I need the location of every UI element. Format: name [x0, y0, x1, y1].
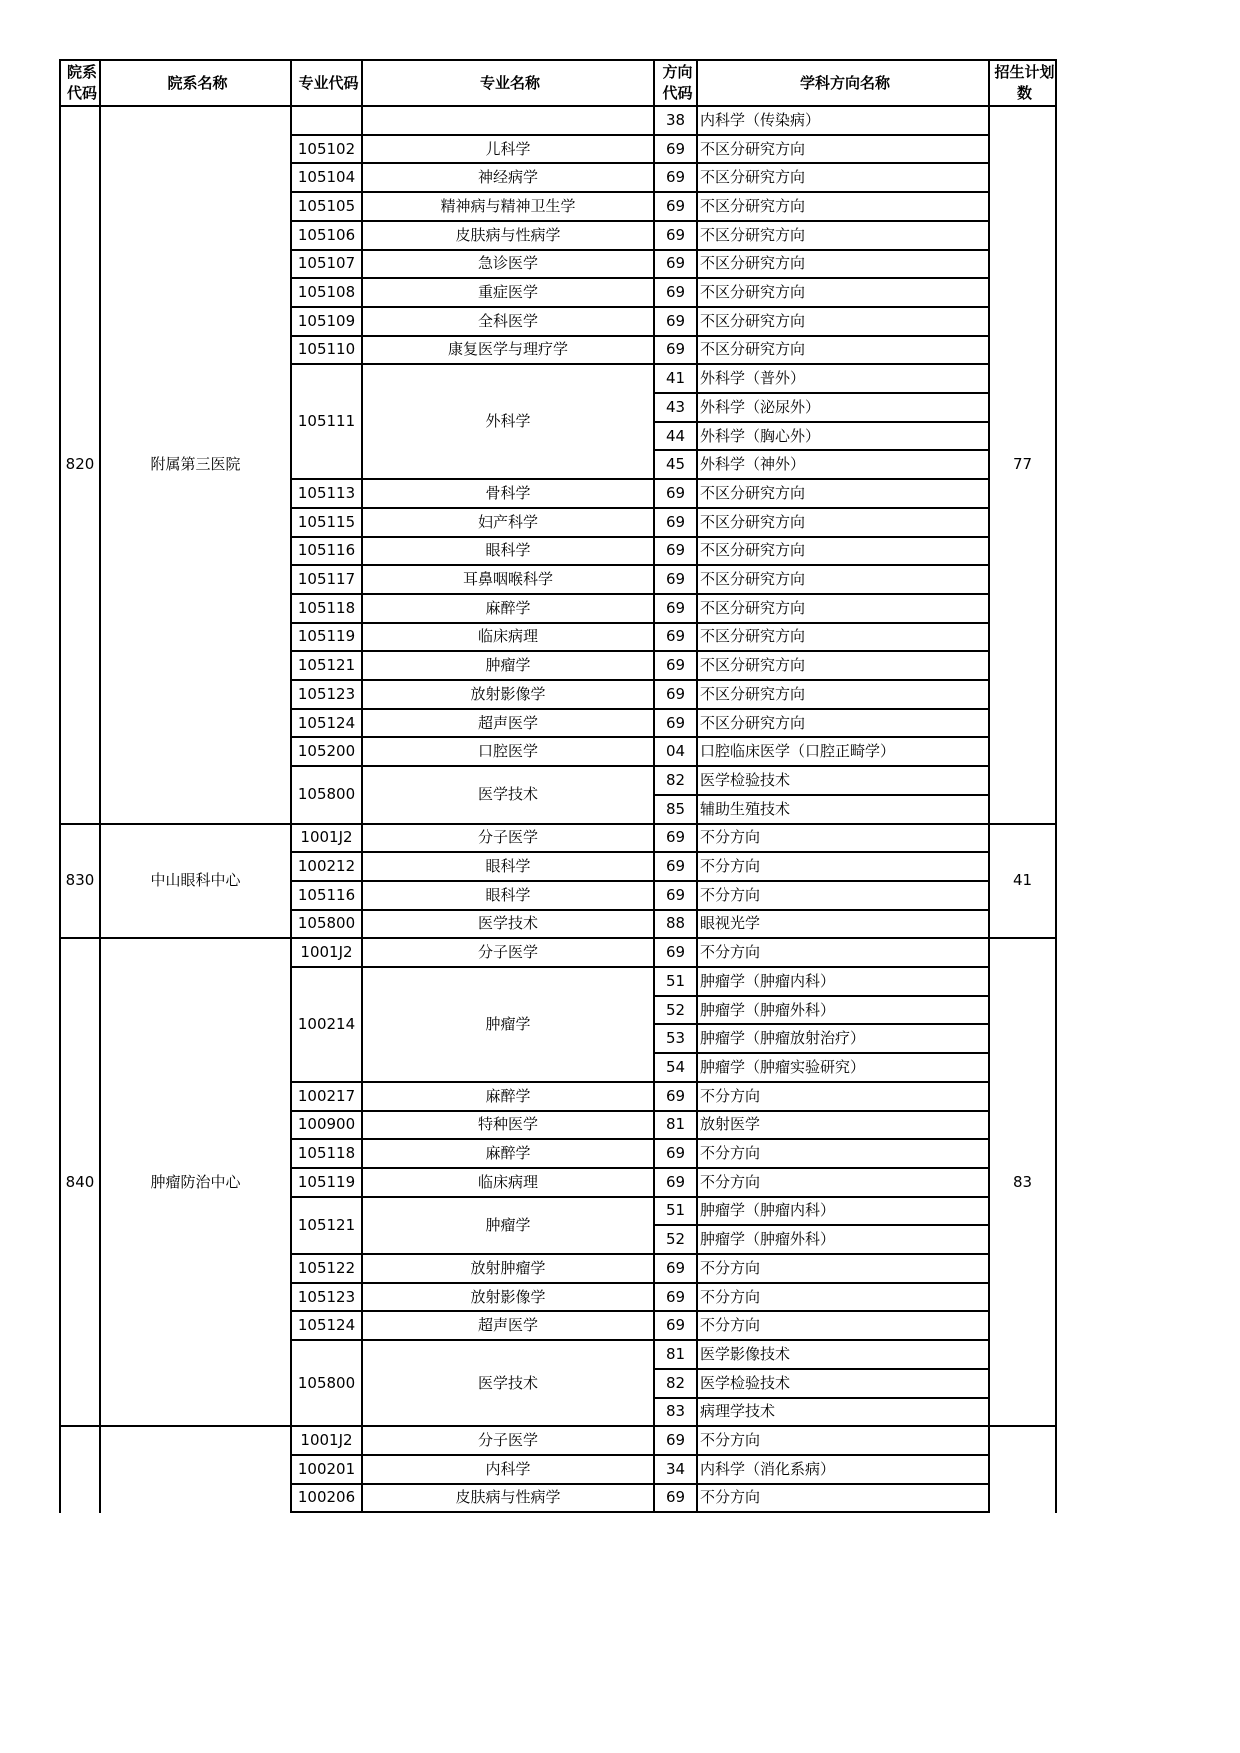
major-name-cell: 放射影像学 [470, 684, 546, 703]
dept-code-cell: 840 [65, 1172, 95, 1191]
header-major-name: 专业名称 [479, 73, 540, 92]
grid-line [59, 937, 61, 1427]
dir-name-cell: 不区分研究方向 [700, 225, 806, 244]
dir-code-cell: 69 [665, 512, 686, 531]
dir-name-cell: 医学影像技术 [700, 1344, 791, 1363]
grid-line [361, 105, 363, 825]
major-code-cell: 100206 [297, 1488, 356, 1507]
dir-name-cell: 外科学（普外） [700, 369, 806, 388]
major-name-cell: 特种医学 [477, 1115, 538, 1134]
dir-name-cell: 不分方向 [700, 1144, 761, 1163]
grid-line [99, 1425, 101, 1513]
major-code-cell: 105800 [297, 785, 356, 804]
dir-name-cell: 不区分研究方向 [700, 512, 806, 531]
major-code-cell [292, 107, 361, 134]
dir-name-cell: 不分方向 [700, 828, 761, 847]
major-name-cell: 麻醉学 [485, 598, 531, 617]
major-name-cell: 肿瘤学 [485, 656, 531, 675]
dir-name-cell: 不区分研究方向 [700, 713, 806, 732]
dept-name-cell: 附属第三医院 [150, 455, 241, 474]
major-code-cell: 105102 [297, 139, 356, 158]
dir-name-cell: 外科学（胸心外） [700, 426, 821, 445]
major-code-cell: 105116 [297, 541, 356, 560]
grid-line [696, 937, 698, 1427]
major-name-cell: 麻醉学 [485, 1144, 531, 1163]
grid-line [1055, 1425, 1057, 1513]
major-name-cell: 眼科学 [485, 541, 531, 560]
grid-line [988, 59, 990, 107]
grid-line [59, 1425, 61, 1513]
major-name-cell: 麻醉学 [485, 1086, 531, 1105]
dir-code-cell: 52 [665, 1000, 686, 1019]
quota-cell: 83 [1012, 1172, 1033, 1191]
enrollment-table [59, 59, 1182, 1699]
major-name-cell: 医学技术 [477, 1373, 538, 1392]
dir-code-cell: 34 [665, 1459, 686, 1478]
grid-line [59, 59, 61, 107]
major-name-cell: 分子医学 [477, 828, 538, 847]
grid-line [988, 1425, 990, 1513]
grid-line [1055, 105, 1057, 825]
dir-code-cell: 69 [665, 570, 686, 589]
major-name-cell: 皮肤病与性病学 [455, 1488, 561, 1507]
dir-name-cell: 不分方向 [700, 1287, 761, 1306]
header-dir-name: 学科方向名称 [799, 73, 890, 92]
dir-code-cell: 69 [665, 1488, 686, 1507]
dir-name-cell: 医学检验技术 [700, 1373, 791, 1392]
major-name-cell: 口腔医学 [477, 742, 538, 761]
dir-name-cell: 肿瘤学（肿瘤实验研究） [700, 1057, 866, 1076]
grid-line [99, 105, 101, 825]
dir-name-cell: 不分方向 [700, 885, 761, 904]
grid-line [59, 823, 61, 940]
dir-code-cell: 69 [665, 196, 686, 215]
major-code-cell: 1001J2 [300, 943, 353, 962]
grid-line [696, 823, 698, 940]
major-code-cell: 105111 [297, 412, 356, 431]
major-name-cell: 超声医学 [477, 1316, 538, 1335]
major-code-cell: 105200 [297, 742, 356, 761]
major-code-cell: 105121 [297, 656, 356, 675]
dir-code-cell: 69 [665, 684, 686, 703]
dir-code-cell: 83 [665, 1402, 686, 1421]
dir-name-cell: 肿瘤学（肿瘤放射治疗） [700, 1029, 866, 1048]
grid-line [361, 59, 363, 107]
major-code-cell: 105800 [297, 914, 356, 933]
grid-line [290, 59, 292, 107]
grid-line [696, 105, 698, 825]
major-code-cell: 105124 [297, 713, 356, 732]
dir-name-cell: 不区分研究方向 [700, 570, 806, 589]
major-name-cell: 临床病理 [477, 627, 538, 646]
dept-code-cell: 820 [65, 455, 95, 474]
grid-line [988, 105, 990, 825]
grid-line [290, 1425, 292, 1513]
dir-name-cell: 不区分研究方向 [700, 311, 806, 330]
dir-name-cell: 不分方向 [700, 1258, 761, 1277]
dir-name-cell: 眼视光学 [700, 914, 761, 933]
dir-name-cell: 不区分研究方向 [700, 168, 806, 187]
dept-name-cell: 中山眼科中心 [150, 871, 241, 890]
header-dept-code: 院系代码 [66, 63, 97, 102]
dir-name-cell: 不区分研究方向 [700, 627, 806, 646]
grid-line [361, 937, 363, 1427]
grid-line [361, 823, 363, 940]
major-name-cell: 皮肤病与性病学 [455, 225, 561, 244]
major-code-cell: 105107 [297, 254, 356, 273]
major-code-cell: 105113 [297, 483, 356, 502]
major-name-cell: 妇产科学 [477, 512, 538, 531]
dir-code-cell: 69 [665, 627, 686, 646]
dir-name-cell: 不分方向 [700, 1086, 761, 1105]
grid-line [290, 823, 292, 940]
grid-line [988, 937, 990, 1427]
major-code-cell: 100214 [297, 1014, 356, 1033]
grid-line [653, 105, 655, 825]
major-code-cell: 105104 [297, 168, 356, 187]
major-name-cell: 医学技术 [477, 785, 538, 804]
dir-name-cell: 不区分研究方向 [700, 598, 806, 617]
dir-name-cell: 不分方向 [700, 1172, 761, 1191]
major-name-cell: 耳鼻咽喉科学 [462, 570, 553, 589]
grid-line [653, 59, 655, 107]
grid-line [99, 937, 101, 1427]
dir-name-cell: 外科学（神外） [700, 455, 806, 474]
major-code-cell: 100217 [297, 1086, 356, 1105]
major-code-cell: 105108 [297, 283, 356, 302]
major-name-cell: 内科学 [485, 1459, 531, 1478]
major-name-cell: 放射肿瘤学 [470, 1258, 546, 1277]
header-quota: 招生计划数 [994, 63, 1055, 102]
major-code-cell: 105110 [297, 340, 356, 359]
quota-cell [990, 1427, 1055, 1511]
major-code-cell: 105115 [297, 512, 356, 531]
dir-code-cell: 54 [665, 1057, 686, 1076]
major-name-cell: 康复医学与理疗学 [447, 340, 568, 359]
dir-code-cell: 69 [665, 598, 686, 617]
dir-name-cell: 不区分研究方向 [700, 656, 806, 675]
dept-code-cell: 830 [65, 871, 95, 890]
grid-line [99, 59, 101, 107]
dir-code-cell: 81 [665, 1115, 686, 1134]
dir-code-cell: 69 [665, 943, 686, 962]
grid-line [988, 823, 990, 940]
header-dir-code: 方向代码 [662, 63, 693, 102]
dir-code-cell: 52 [665, 1230, 686, 1249]
major-name-cell: 神经病学 [477, 168, 538, 187]
grid-line [653, 937, 655, 1427]
grid-line [1055, 937, 1057, 1427]
major-code-cell: 105800 [297, 1373, 356, 1392]
major-name-cell: 分子医学 [477, 1431, 538, 1450]
major-name-cell: 骨科学 [485, 483, 531, 502]
major-code-cell: 100201 [297, 1459, 356, 1478]
dept-name-cell: 肿瘤防治中心 [150, 1172, 241, 1191]
grid-line [1055, 823, 1057, 940]
dir-code-cell: 43 [665, 397, 686, 416]
major-name-cell: 全科医学 [477, 311, 538, 330]
dir-code-cell: 38 [665, 110, 686, 129]
dir-name-cell: 不区分研究方向 [700, 483, 806, 502]
dir-code-cell: 44 [665, 426, 686, 445]
dir-name-cell: 内科学（消化系病） [700, 1459, 836, 1478]
dir-name-cell: 不区分研究方向 [700, 196, 806, 215]
major-code-cell: 105122 [297, 1258, 356, 1277]
dir-code-cell: 69 [665, 139, 686, 158]
major-name-cell: 儿科学 [485, 139, 531, 158]
grid-line [361, 1425, 363, 1513]
dir-code-cell: 82 [665, 770, 686, 789]
dir-code-cell: 69 [665, 713, 686, 732]
major-name-cell: 肿瘤学 [485, 1014, 531, 1033]
major-code-cell: 100212 [297, 857, 356, 876]
major-name-cell: 精神病与精神卫生学 [440, 196, 576, 215]
grid-line [653, 1425, 655, 1513]
major-code-cell: 105121 [297, 1215, 356, 1234]
major-code-cell: 105118 [297, 598, 356, 617]
dir-name-cell: 医学检验技术 [700, 770, 791, 789]
dir-code-cell: 81 [665, 1344, 686, 1363]
grid-line [1055, 59, 1057, 107]
quota-cell: 77 [1012, 455, 1033, 474]
major-code-cell: 105124 [297, 1316, 356, 1335]
dir-name-cell: 不区分研究方向 [700, 139, 806, 158]
dept-name-cell [101, 1427, 290, 1511]
dir-code-cell: 41 [665, 369, 686, 388]
major-code-cell: 105123 [297, 1287, 356, 1306]
dir-name-cell: 不区分研究方向 [700, 541, 806, 560]
major-name-cell: 放射影像学 [470, 1287, 546, 1306]
major-name-cell: 眼科学 [485, 885, 531, 904]
grid-line [290, 105, 292, 825]
dir-code-cell: 69 [665, 885, 686, 904]
dir-name-cell: 肿瘤学（肿瘤外科） [700, 1230, 836, 1249]
dir-code-cell: 69 [665, 483, 686, 502]
major-name-cell: 临床病理 [477, 1172, 538, 1191]
grid-line [696, 59, 698, 107]
major-code-cell: 105117 [297, 570, 356, 589]
dir-name-cell: 口腔临床医学（口腔正畸学） [700, 742, 896, 761]
dir-name-cell: 内科学（传染病） [700, 110, 821, 129]
major-name-cell: 外科学 [485, 412, 531, 431]
dir-name-cell: 不分方向 [700, 943, 761, 962]
dir-code-cell: 51 [665, 971, 686, 990]
dir-code-cell: 85 [665, 799, 686, 818]
dir-code-cell: 45 [665, 455, 686, 474]
dir-name-cell: 不分方向 [700, 1431, 761, 1450]
major-code-cell: 105118 [297, 1144, 356, 1163]
major-name-cell: 急诊医学 [477, 254, 538, 273]
grid-line [696, 1425, 698, 1513]
major-name-cell [363, 107, 653, 134]
major-name-cell: 重症医学 [477, 283, 538, 302]
grid-line [290, 1511, 990, 1513]
dir-code-cell: 69 [665, 1086, 686, 1105]
header-major-code: 专业代码 [298, 73, 359, 92]
dir-code-cell: 69 [665, 541, 686, 560]
major-code-cell: 100900 [297, 1115, 356, 1134]
dir-code-cell: 82 [665, 1373, 686, 1392]
dir-name-cell: 辅助生殖技术 [700, 799, 791, 818]
dir-code-cell: 69 [665, 1287, 686, 1306]
dir-code-cell: 69 [665, 828, 686, 847]
dir-name-cell: 病理学技术 [700, 1402, 776, 1421]
dir-code-cell: 69 [665, 1258, 686, 1277]
dir-code-cell: 69 [665, 168, 686, 187]
dir-name-cell: 不区分研究方向 [700, 254, 806, 273]
dir-name-cell: 不区分研究方向 [700, 283, 806, 302]
header-dept-name: 院系名称 [167, 73, 228, 92]
dir-code-cell: 69 [665, 225, 686, 244]
dir-name-cell: 肿瘤学（肿瘤内科） [700, 1201, 836, 1220]
dir-code-cell: 51 [665, 1201, 686, 1220]
major-name-cell: 医学技术 [477, 914, 538, 933]
dir-name-cell: 肿瘤学（肿瘤内科） [700, 971, 836, 990]
dir-code-cell: 69 [665, 656, 686, 675]
dir-name-cell: 不分方向 [700, 1488, 761, 1507]
major-code-cell: 1001J2 [300, 828, 353, 847]
dir-code-cell: 04 [665, 742, 686, 761]
major-name-cell: 分子医学 [477, 943, 538, 962]
dir-code-cell: 88 [665, 914, 686, 933]
grid-line [99, 823, 101, 940]
dir-name-cell: 不区分研究方向 [700, 684, 806, 703]
dir-code-cell: 69 [665, 1431, 686, 1450]
quota-cell: 41 [1012, 871, 1033, 890]
dir-code-cell: 69 [665, 857, 686, 876]
major-code-cell: 105106 [297, 225, 356, 244]
major-code-cell: 105109 [297, 311, 356, 330]
major-code-cell: 105116 [297, 885, 356, 904]
dir-name-cell: 不区分研究方向 [700, 340, 806, 359]
grid-line [653, 823, 655, 940]
dir-code-cell: 69 [665, 1316, 686, 1335]
major-code-cell: 105123 [297, 684, 356, 703]
dir-code-cell: 69 [665, 340, 686, 359]
grid-line [59, 105, 61, 825]
major-name-cell: 肿瘤学 [485, 1215, 531, 1234]
dept-code-cell [61, 1427, 99, 1511]
major-name-cell: 眼科学 [485, 857, 531, 876]
major-code-cell: 105119 [297, 627, 356, 646]
dir-code-cell: 53 [665, 1029, 686, 1048]
major-name-cell: 超声医学 [477, 713, 538, 732]
dir-name-cell: 肿瘤学（肿瘤外科） [700, 1000, 836, 1019]
dir-code-cell: 69 [665, 311, 686, 330]
major-code-cell: 105105 [297, 196, 356, 215]
dir-code-cell: 69 [665, 283, 686, 302]
dir-code-cell: 69 [665, 254, 686, 273]
major-code-cell: 1001J2 [300, 1431, 353, 1450]
dir-code-cell: 69 [665, 1144, 686, 1163]
dir-name-cell: 外科学（泌尿外） [700, 397, 821, 416]
major-code-cell: 105119 [297, 1172, 356, 1191]
dir-name-cell: 不分方向 [700, 857, 761, 876]
dir-code-cell: 69 [665, 1172, 686, 1191]
dir-name-cell: 不分方向 [700, 1316, 761, 1335]
dir-name-cell: 放射医学 [700, 1115, 761, 1134]
grid-line [290, 937, 292, 1427]
